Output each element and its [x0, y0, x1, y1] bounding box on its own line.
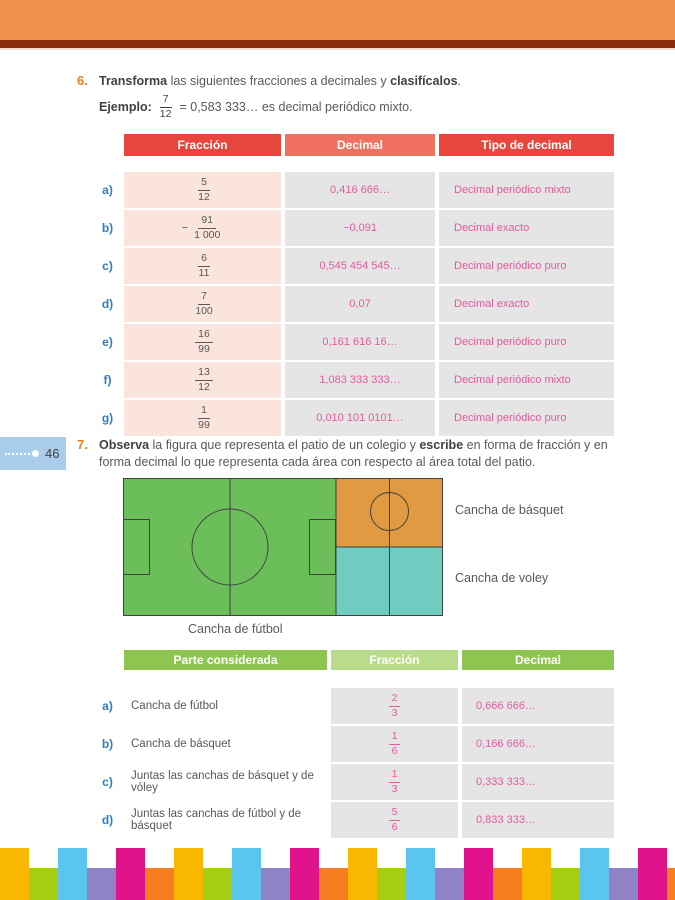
decimal-cell: 0,010 101 0101… [285, 400, 435, 436]
badge-dot [32, 450, 39, 457]
fraction-cell: − $\frac{91}{1 000}$ [124, 210, 281, 246]
row-label: c) [102, 775, 113, 789]
fraction-cell: $\frac{5}{12}$ [124, 172, 281, 208]
table1-header-decimal: Decimal [285, 134, 435, 156]
parte-cell: Juntas las canchas de básquet y de vóley [131, 770, 314, 794]
footer-bar [261, 868, 290, 900]
footer-bar [638, 848, 667, 900]
footer-bar [580, 848, 609, 900]
tipo-cell: Decimal periódico puro [439, 248, 614, 284]
fraction-cell: $\frac{1}{3}$ [331, 764, 458, 800]
patio-figure [123, 478, 443, 621]
decimal-cell: 0,666 666… [462, 688, 614, 724]
table1-header-fraccion: Fracción [124, 134, 281, 156]
top-banner-stripe [0, 40, 675, 48]
table2-header-decimal: Decimal [462, 650, 614, 670]
footer-bar [551, 868, 580, 900]
fraction-cell: $\frac{5}{6}$ [331, 802, 458, 838]
footer-bar [203, 868, 232, 900]
footer-bar [29, 868, 58, 900]
footer-bar [406, 848, 435, 900]
footer-bar [522, 848, 551, 900]
tipo-cell: Decimal periódico puro [439, 324, 614, 360]
footer-bar [319, 868, 348, 900]
fraction-cell: $\frac{13}{12}$ [124, 362, 281, 398]
row-label: d) [101, 813, 114, 827]
row-label: f) [103, 373, 112, 387]
footer-bar [174, 848, 203, 900]
exercise-7-number: 7. [77, 437, 88, 452]
decimal-cell: 0,166 666… [462, 726, 614, 762]
page-number-badge [0, 437, 66, 470]
fraction-cell: $\frac{6}{11}$ [124, 248, 281, 284]
footer-bar [232, 848, 261, 900]
exercise-7-instruction [99, 437, 611, 470]
fraction-cell: $\frac{1}{6}$ [331, 726, 458, 762]
exercise-6-number: 6. [77, 73, 88, 88]
top-banner [0, 0, 675, 40]
fraction-cell: $\frac{7}{100}$ [124, 286, 281, 322]
fraction-cell: $\frac{1}{99}$ [124, 400, 281, 436]
label-cancha-voley: Cancha de voley [455, 571, 549, 585]
footer-bars [0, 848, 675, 900]
page-number: 46 [45, 446, 60, 461]
row-label: a) [102, 699, 113, 713]
row-label: b) [101, 737, 114, 751]
exercise-7-text-1: la figura que representa el patio de un colegio y [149, 438, 420, 452]
table2-header-spacer [95, 650, 120, 670]
example-label: Ejemplo: [99, 100, 152, 115]
row-label: c) [102, 259, 113, 273]
footer-bar [667, 868, 675, 900]
decimal-cell: 0,545 454 545… [285, 248, 435, 284]
footer-bar [145, 868, 174, 900]
tipo-cell: Decimal periódico mixto [439, 172, 614, 208]
footer-bar [0, 848, 29, 900]
footer-bar [493, 868, 522, 900]
fraction-cell: $\frac{2}{3}$ [331, 688, 458, 724]
row-label: a) [102, 183, 113, 197]
row-label: b) [101, 221, 114, 235]
parte-cell: Cancha de fútbol [131, 700, 218, 712]
parte-cell: Cancha de básquet [131, 738, 231, 750]
decimal-cell: 0,333 333… [462, 764, 614, 800]
label-cancha-basquet: Cancha de básquet [455, 503, 564, 517]
top-banner-thin-line [0, 48, 675, 50]
decimal-cell: 0,416 666… [285, 172, 435, 208]
table1-header-spacer [95, 134, 120, 156]
table1-header-tipo: Tipo de decimal [439, 134, 614, 156]
decimal-cell: 1,083 333 333… [285, 362, 435, 398]
footer-bar [116, 848, 145, 900]
fraction-cell: $\frac{16}{99}$ [124, 324, 281, 360]
tipo-cell: Decimal periódico puro [439, 400, 614, 436]
badge-dotted-line [5, 453, 34, 455]
tipo-cell: Decimal exacto [439, 210, 614, 246]
example-text: = 0,583 333… es decimal periódico mixto. [179, 100, 413, 115]
exercise-6-text-1: las siguientes fracciones a decimales y [167, 74, 391, 88]
row-label: d) [101, 297, 114, 311]
exercise-7-bold-2: escribe [419, 438, 464, 452]
patio-diagram [123, 478, 443, 616]
table2-header-parte: Parte considerada [124, 650, 327, 670]
parte-cell: Juntas las canchas de fútbol y de básquet [131, 808, 302, 832]
fractions-table [95, 134, 614, 436]
tipo-cell: Decimal exacto [439, 286, 614, 322]
example-fraction: $\frac{7}{12}$ [159, 93, 172, 120]
table2-header-fraccion: Fracción [331, 650, 458, 670]
row-label: g) [101, 411, 114, 425]
exercise-6-instruction [99, 73, 609, 90]
decimal-cell: 0,07 [285, 286, 435, 322]
label-cancha-futbol: Cancha de fútbol [188, 622, 283, 636]
footer-bar [348, 848, 377, 900]
decimal-cell: 0,833 333… [462, 802, 614, 838]
exercise-7-bold-1: Observa [99, 438, 150, 452]
exercise-6-text-2: . [457, 74, 462, 88]
decimal-cell: 0,161 616 16… [285, 324, 435, 360]
row-label: e) [102, 335, 113, 349]
footer-bar [58, 848, 87, 900]
patio-table [95, 650, 614, 838]
footer-bar [464, 848, 493, 900]
exercise-7-text-2: en forma de fracción y en forma decimal lo que representa cada área con respecto al área total del patio. [99, 438, 608, 469]
footer-bar [290, 848, 319, 900]
decimal-cell: −0,091 [285, 210, 435, 246]
footer-bar [435, 868, 464, 900]
exercise-6-bold-1: Transforma [99, 74, 168, 88]
footer-bar [87, 868, 116, 900]
footer-bar [377, 868, 406, 900]
footer-bar [609, 868, 638, 900]
tipo-cell: Decimal periódico mixto [439, 362, 614, 398]
exercise-6-bold-2: clasifícalos [390, 74, 458, 88]
exercise-6-example [99, 93, 413, 121]
